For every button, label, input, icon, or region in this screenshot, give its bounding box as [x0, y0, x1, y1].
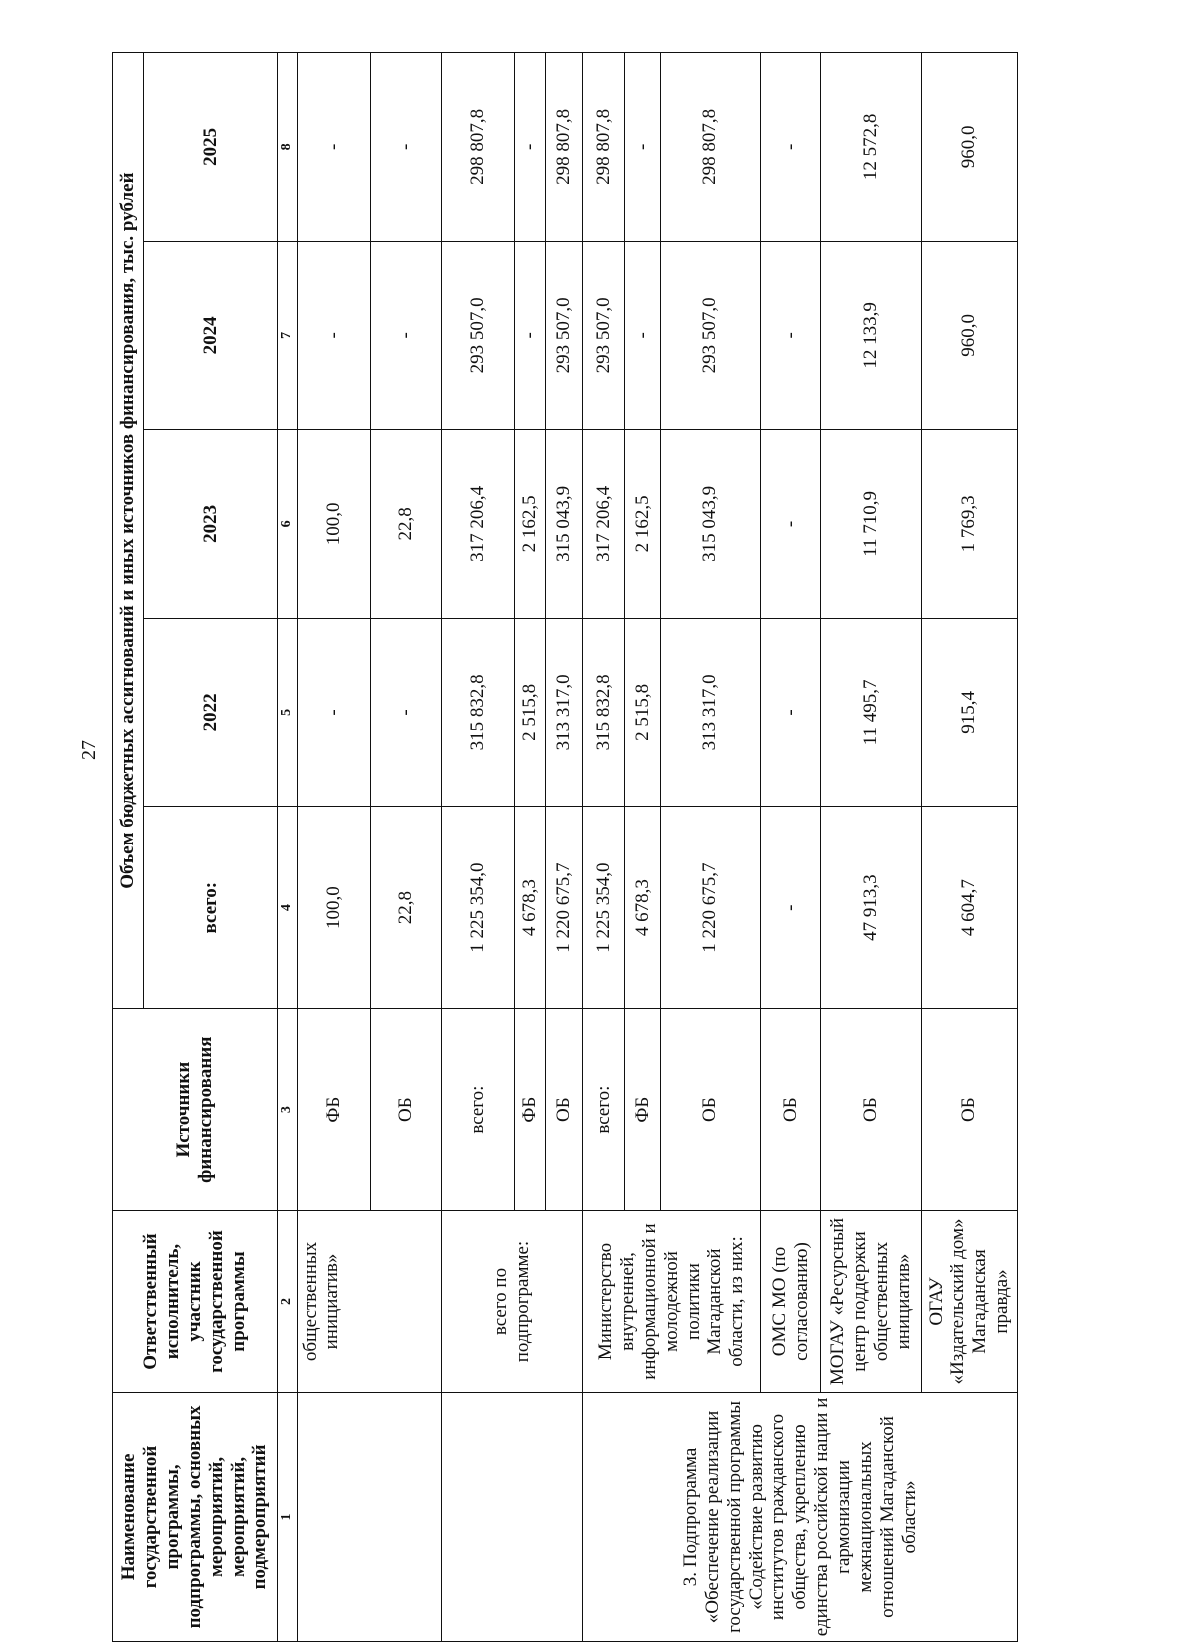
header-col2: Ответственный исполнитель, участник государственной программы	[113, 1211, 278, 1393]
exec-cell: ОГАУ «Издательский дом» Магаданская правда»	[921, 1211, 1017, 1393]
header-total: всего:	[144, 807, 278, 1009]
page-number: 27	[78, 740, 100, 760]
table-row: ОБ 1 220 675,7 313 317,0 315 043,9 293 507,0 298 807,8	[545, 53, 583, 1642]
table-row: 3. Подпрограмма «Обеспечение реализации государственной программы «Содействие развитию институтов гражданского общества, укреплению единства российской нации и гармонизации межнациональных отношений Магаданской области» Министерство внутренней, информационной и молодежной политики Магаданской области, из них: всего: 1 225 354,0 315 832,8 317 206,4 293 507,0 298 807,8	[583, 53, 625, 1642]
header-col3: Источники финансирования	[113, 1009, 278, 1211]
budget-table	[112, 52, 1018, 1642]
rotated-table-container	[112, 52, 1018, 1642]
subprogram-total-label: всего по подпрограмме:	[441, 1211, 583, 1393]
exec-cell: ОМС МО (по согласованию)	[760, 1211, 821, 1393]
header-2023: 2023	[144, 430, 278, 619]
header-2024: 2024	[144, 241, 278, 430]
table-row: МОГАУ «Ресурсный центр поддержки общественных инициатив» ОБ 47 913,3 11 495,7 11 710,9 12 133,9 12 572,8	[821, 53, 921, 1642]
table-row: ОБ 1 220 675,7 313 317,0 315 043,9 293 507,0 298 807,8	[660, 53, 760, 1642]
index-row: 1 2 3 4 5 6 7 8	[277, 53, 297, 1642]
table-row: ФБ 4 678,3 2 515,8 2 162,5 - -	[625, 53, 660, 1642]
table-row: ОМС МО (по согласованию) ОБ - - - - -	[760, 53, 821, 1642]
table-row: общественных инициатив» ФБ 100,0 - 100,0 - -	[297, 53, 370, 1642]
table-row: ОГАУ «Издательский дом» Магаданская правда» ОБ 4 604,7 915,4 1 769,3 960,0 960,0	[921, 53, 1017, 1642]
header-group: Объем бюджетных ассигнований и иных источников финансирования, тыс. рублей	[113, 53, 144, 1009]
exec-cell: общественных инициатив»	[297, 1211, 441, 1393]
program-name: 3. Подпрограмма «Обеспечение реализации государственной программы «Содействие развитию институтов гражданского общества, укреплению единства российской нации и гармонизации межнациональных отношений Магаданской области»	[583, 1392, 1018, 1641]
exec-cell: МОГАУ «Ресурсный центр поддержки общественных инициатив»	[821, 1211, 921, 1393]
header-2022: 2022	[144, 618, 278, 807]
header-2025: 2025	[144, 53, 278, 242]
table-row: ФБ 4 678,3 2 515,8 2 162,5 - -	[514, 53, 545, 1642]
header-col1: Наименование государственной программы, подпрограммы, основных мероприятий, мероприятий, подмероприятий	[113, 1392, 278, 1641]
table-row: ОБ 22,8 - 22,8 - -	[370, 53, 441, 1642]
table-row: всего по подпрограмме: всего: 1 225 354,0 315 832,8 317 206,4 293 507,0 298 807,8	[441, 53, 514, 1642]
ministry-cell: Министерство внутренней, информационной и молодежной политики Магаданской области, из них:	[583, 1211, 760, 1393]
